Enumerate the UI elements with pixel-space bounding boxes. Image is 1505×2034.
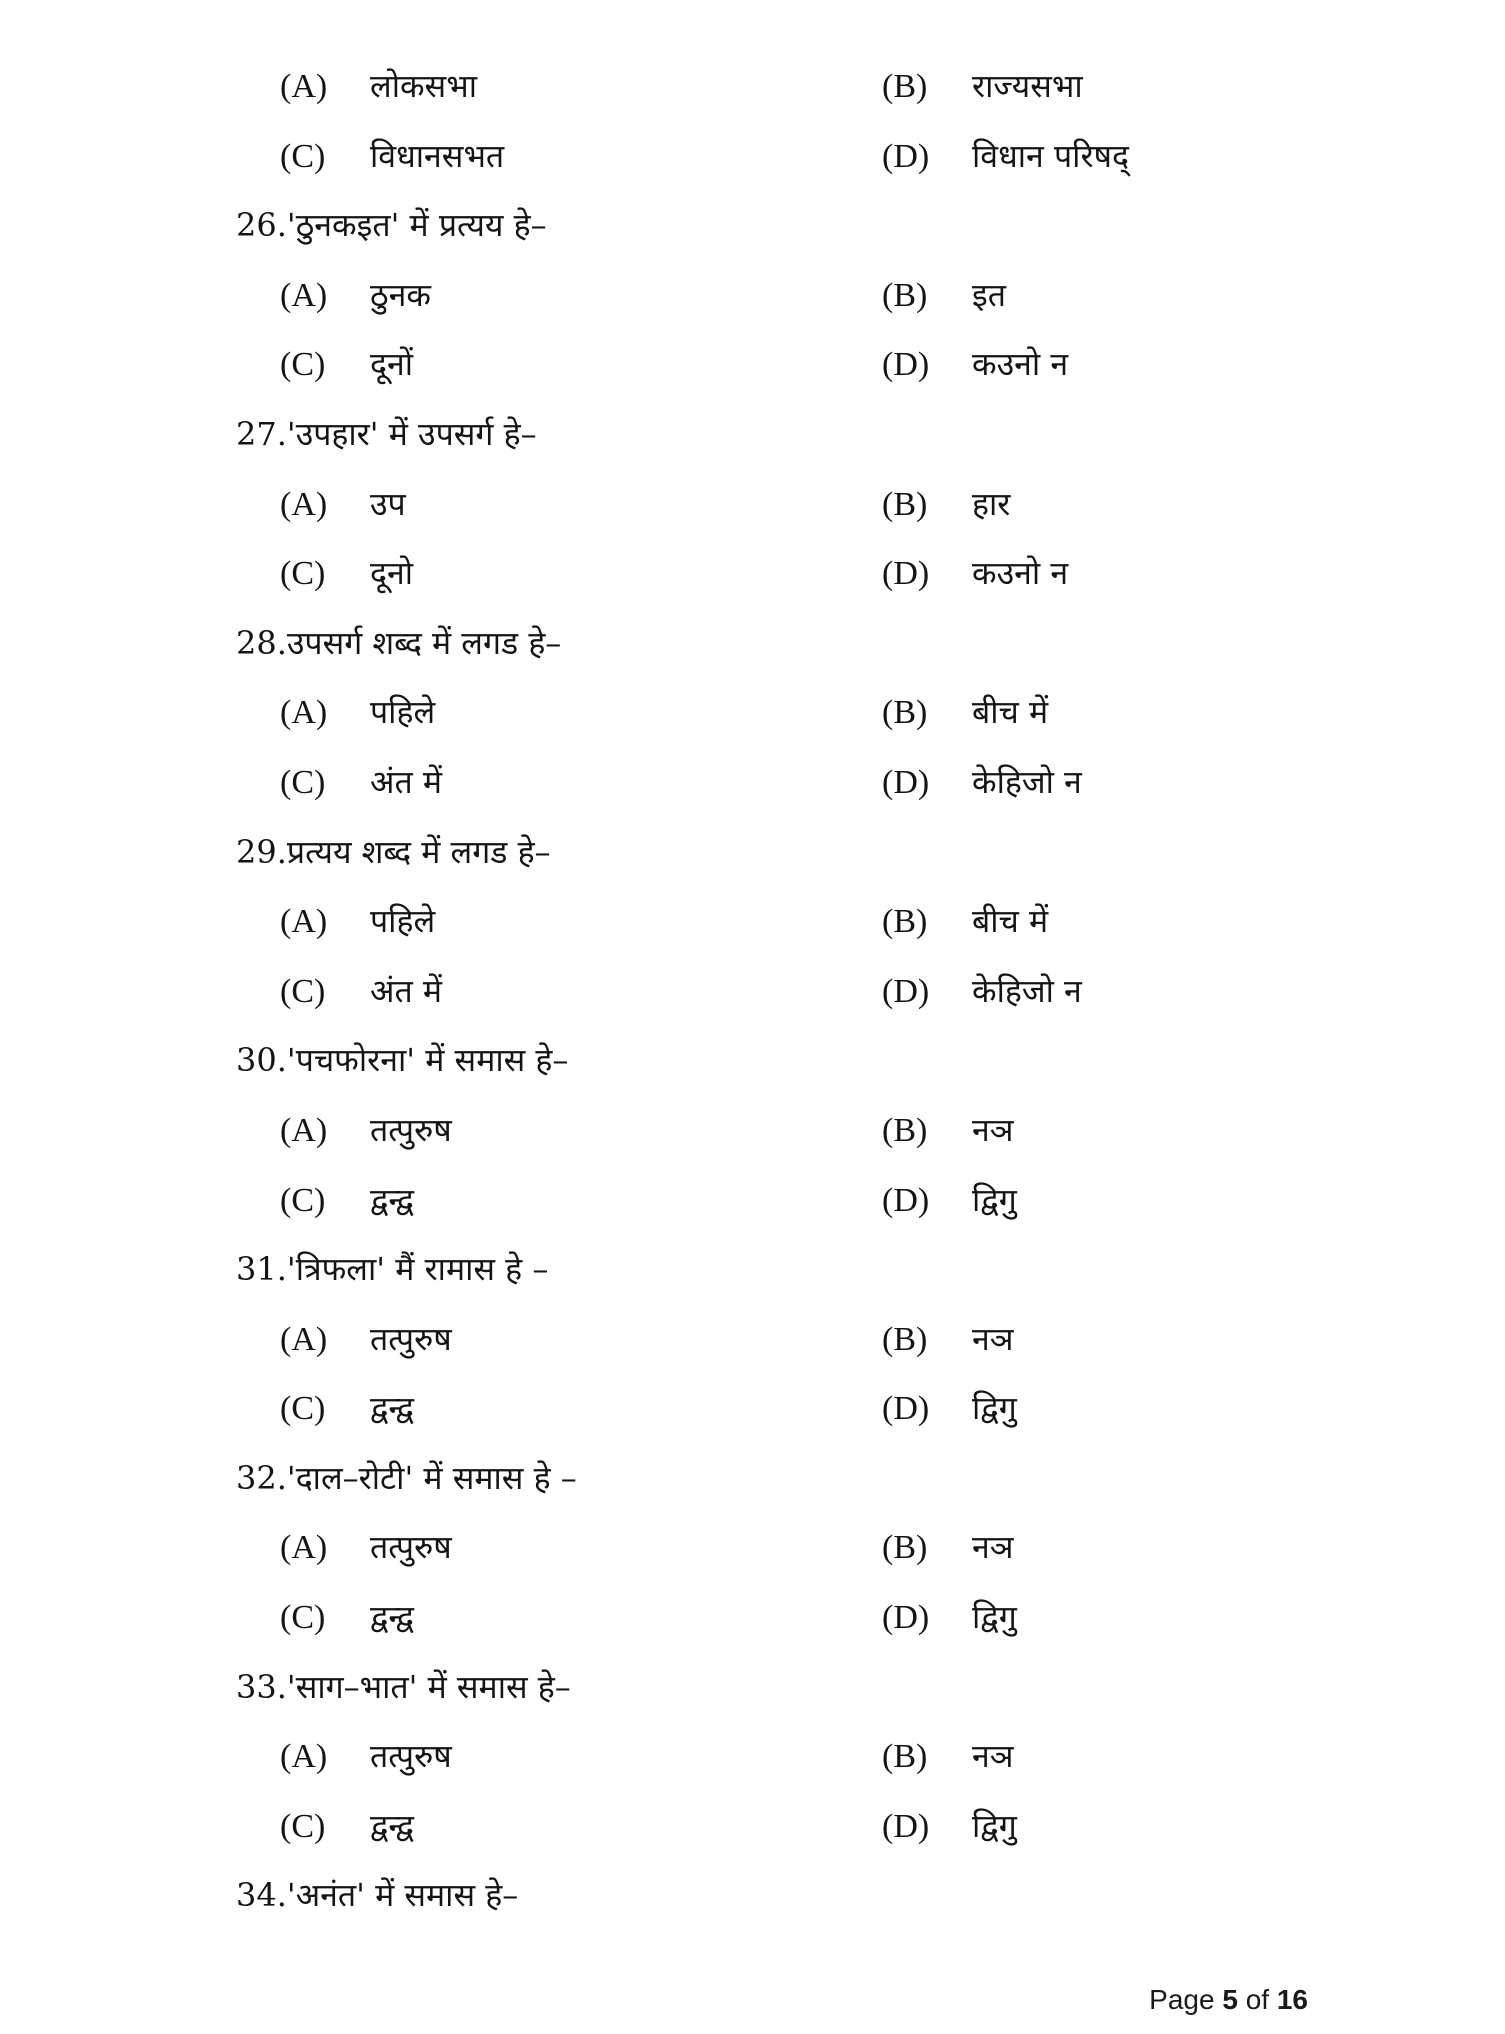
option-label: (D) [882, 972, 930, 1010]
option-text: केहिजो न [972, 971, 1082, 1010]
option-text: तत्पुरुष [370, 1110, 452, 1149]
question-text: 28.उपसर्ग शब्द में लगड हे– [236, 623, 562, 662]
option-left [280, 122, 504, 192]
page-footer [1149, 1984, 1308, 2016]
option-row [0, 1722, 1505, 1792]
question-text: 30.'पचफोरना' में समास हे– [236, 1041, 569, 1080]
page-current: 5 [1222, 1984, 1238, 2015]
question-row [0, 818, 1505, 888]
option-text: नञ [972, 1528, 1014, 1567]
option-right [882, 748, 1082, 818]
option-right [882, 1096, 1014, 1166]
option-right [882, 1305, 1014, 1375]
option-label: (C) [280, 972, 326, 1010]
option-text: उप [370, 484, 406, 523]
option-text: दूनों [370, 345, 414, 384]
option-left [280, 1792, 414, 1862]
option-text: द्विगु [972, 1598, 1017, 1637]
option-left [280, 1513, 452, 1583]
question-text: 29.प्रत्यय शब्द में लगड हे– [236, 832, 551, 871]
option-left [280, 1166, 414, 1236]
question-row [0, 1026, 1505, 1096]
option-label: (C) [280, 1599, 326, 1637]
option-right [882, 1374, 1017, 1444]
option-label: (A) [280, 68, 328, 105]
option-row [0, 1096, 1505, 1166]
option-right [882, 678, 1048, 748]
option-right [882, 887, 1048, 957]
option-text: द्वन्द्व [370, 1389, 414, 1428]
option-right [882, 122, 1129, 192]
option-left [280, 678, 435, 748]
option-text: तत्पुरुष [370, 1319, 452, 1358]
question-row [0, 191, 1505, 261]
option-row [0, 1305, 1505, 1375]
option-row [0, 1166, 1505, 1236]
page-of-word: of [1245, 1984, 1270, 2015]
option-label: (C) [280, 1807, 326, 1845]
question-row [0, 1235, 1505, 1305]
option-text: तत्पुरुष [370, 1528, 452, 1567]
option-label: (C) [280, 346, 326, 384]
question-row [0, 1653, 1505, 1723]
option-left [280, 261, 431, 331]
option-label: (D) [882, 1599, 930, 1637]
option-label: (D) [882, 1807, 930, 1845]
question-list [0, 52, 1505, 1931]
option-left [280, 52, 477, 122]
option-text: विधानसभत [370, 136, 505, 175]
option-row [0, 330, 1505, 400]
option-left [280, 1722, 452, 1792]
option-row [0, 52, 1505, 122]
option-label: (C) [280, 1181, 326, 1219]
option-text: हार [972, 484, 1011, 523]
option-text: द्वन्द्व [370, 1806, 414, 1845]
option-label: (B) [882, 1738, 928, 1776]
option-text: लोकसभा [370, 67, 477, 105]
option-row [0, 887, 1505, 957]
option-text: नञ [972, 1319, 1014, 1358]
option-text: दूनो [370, 554, 414, 593]
option-text: नञ [972, 1110, 1014, 1149]
question-row [0, 1861, 1505, 1931]
option-text: नञ [972, 1737, 1014, 1776]
option-label: (A) [280, 276, 328, 314]
option-right [882, 330, 1068, 400]
option-row [0, 1792, 1505, 1862]
option-left [280, 748, 442, 818]
option-right [882, 1722, 1014, 1792]
option-label: (A) [280, 1529, 328, 1567]
option-row [0, 261, 1505, 331]
option-left [280, 1374, 414, 1444]
question-row [0, 609, 1505, 679]
option-text: अंत में [370, 971, 442, 1010]
option-label: (B) [882, 694, 928, 732]
option-label: (B) [882, 68, 928, 105]
option-left [280, 887, 435, 957]
option-text: कउनो न [972, 345, 1069, 384]
option-row [0, 1583, 1505, 1653]
option-text: द्विगु [972, 1180, 1017, 1219]
option-left [280, 1305, 452, 1375]
option-text: द्वन्द्व [370, 1598, 414, 1637]
option-label: (D) [882, 763, 930, 801]
option-label: (C) [280, 137, 326, 175]
option-left [280, 470, 406, 540]
question-text: 31.'त्रिफला' मैं रामास हे – [236, 1250, 549, 1289]
option-left [280, 957, 442, 1027]
option-right [882, 1583, 1017, 1653]
option-label: (A) [280, 694, 328, 732]
option-text: इत [972, 275, 1006, 314]
option-text: कउनो न [972, 554, 1069, 593]
question-text: 33.'साग–भात' में समास हे– [236, 1667, 571, 1706]
option-label: (B) [882, 276, 928, 314]
question-row [0, 400, 1505, 470]
option-text: अंत में [370, 762, 442, 801]
option-right [882, 1166, 1017, 1236]
option-row [0, 1513, 1505, 1583]
question-row [0, 1444, 1505, 1514]
option-row [0, 122, 1505, 192]
option-left [280, 539, 413, 609]
option-label: (C) [280, 1390, 326, 1428]
option-text: राज्यसभा [972, 67, 1083, 105]
option-row [0, 748, 1505, 818]
option-label: (A) [280, 485, 328, 523]
option-label: (C) [280, 763, 326, 801]
option-label: (D) [882, 555, 930, 593]
option-left [280, 1583, 414, 1653]
option-label: (D) [882, 1390, 930, 1428]
option-right [882, 539, 1068, 609]
option-text: द्वन्द्व [370, 1180, 414, 1219]
option-text: विधान परिषद् [972, 136, 1130, 175]
option-row [0, 957, 1505, 1027]
option-label: (B) [882, 1111, 928, 1149]
option-label: (D) [882, 1181, 930, 1219]
option-left [280, 330, 413, 400]
question-text: 34.'अनंत' में समास हे– [236, 1876, 519, 1915]
option-text: द्विगु [972, 1806, 1017, 1845]
option-right [882, 1792, 1017, 1862]
option-right [882, 52, 1083, 122]
option-label: (B) [882, 1529, 928, 1567]
option-label: (A) [280, 903, 328, 941]
page-word: Page [1149, 1984, 1215, 2015]
option-text: केहिजो न [972, 762, 1082, 801]
option-label: (C) [280, 555, 326, 593]
option-right [882, 1513, 1014, 1583]
option-text: तत्पुरुष [370, 1737, 452, 1776]
option-row [0, 678, 1505, 748]
option-text: द्विगु [972, 1389, 1017, 1428]
question-text: 26.'ठुनकइत' में प्रत्यय हे– [236, 206, 547, 245]
option-right [882, 957, 1082, 1027]
option-text: बीच में [972, 902, 1049, 941]
option-text: पहिले [370, 902, 436, 941]
option-row [0, 539, 1505, 609]
option-label: (A) [280, 1320, 328, 1358]
question-text: 27.'उपहार' में उपसर्ग हे– [236, 414, 537, 453]
option-label: (B) [882, 903, 928, 941]
option-label: (D) [882, 346, 930, 384]
question-text: 32.'दाल–रोटी' में समास हे – [236, 1458, 577, 1497]
page-total: 16 [1276, 1984, 1308, 2015]
option-row [0, 470, 1505, 540]
option-left [280, 1096, 452, 1166]
option-label: (D) [882, 137, 930, 175]
option-text: ठुनक [370, 275, 431, 314]
option-label: (A) [280, 1738, 328, 1776]
option-right [882, 470, 1010, 540]
option-label: (A) [280, 1111, 328, 1149]
option-label: (B) [882, 485, 928, 523]
option-text: बीच में [972, 693, 1049, 732]
option-row [0, 1374, 1505, 1444]
option-right [882, 261, 1006, 331]
option-text: पहिले [370, 693, 436, 732]
option-label: (B) [882, 1320, 928, 1358]
